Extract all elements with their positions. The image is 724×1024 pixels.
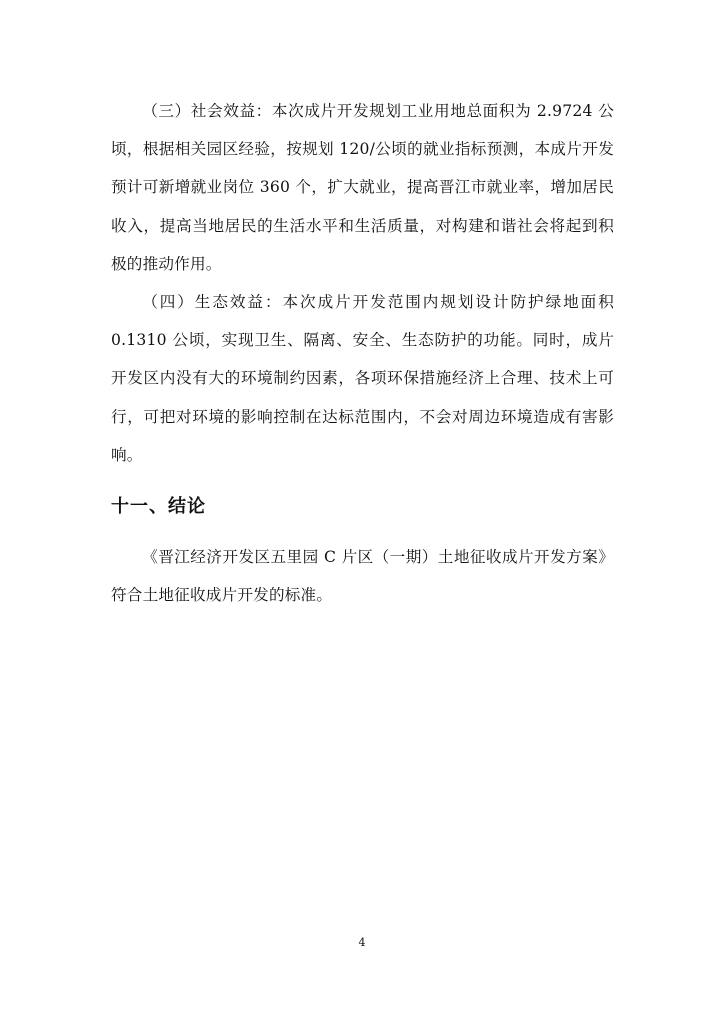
conclusion-paragraph: 《晋江经济开发区五里园 C 片区（一期）土地征收成片开发方案》符合土地征收成片开发的标准。 [111, 548, 614, 605]
social-benefit-paragraph: （三）社会效益：本次成片开发规划工业用地总面积为 2.9724 公顷，根据相关园区经验，按规划 120/公顷的就业指标预测，本成片开发预计可新增就业岗位 360 个，扩大就业，提高晋江市就业率，增加居民收入，提高当地居民的生活水平和生活质量，对构建和谐社会将起到积极的推动作用。 [111, 102, 614, 273]
page-body [111, 92, 614, 614]
ecological-benefit-paragraph: （四）生态效益：本次成片开发范围内规划设计防护绿地面积 0.1310 公顷，实现卫生、隔离、安全、生态防护的功能。同时，成片开发区内没有大的环境制约因素，各项环保措施经济上合理、技术上可行，可把对环境的影响控制在达标范围内，不会对周边环境造成有害影响。 [111, 293, 614, 464]
page-number: 4 [358, 936, 366, 949]
conclusion-heading: 十一、结论 [111, 496, 206, 518]
